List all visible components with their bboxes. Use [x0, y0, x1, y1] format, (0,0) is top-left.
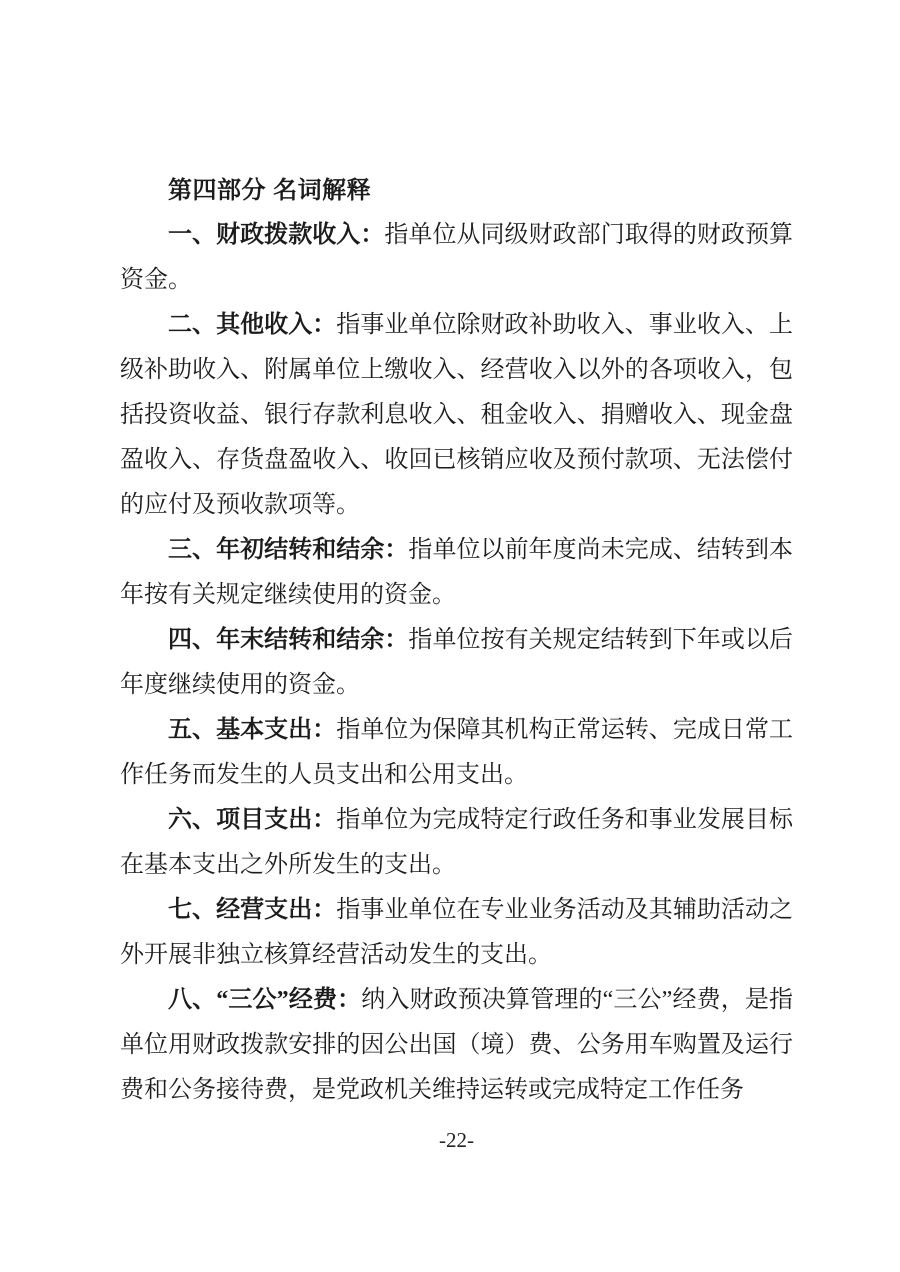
document-content — [120, 168, 793, 1153]
term-definition: 指事业单位除财政补助收入、事业收入、上级补助收入、附属单位上缴收入、经营收入以外的各项收入，包括投资收益、银行存款利息收入、租金收入、捐赠收入、现金盘盈收入、存货盘盈收入、收回已核销应收及预付款项、无法偿付的应付及预收款项等。 — [120, 312, 793, 518]
glossary-paragraph — [120, 978, 793, 1113]
term-definition: 指单位从同级财政部门取得的财政预算资金。 — [120, 222, 793, 293]
glossary-paragraph — [120, 798, 793, 888]
term-definition: 指单位为保障其机构正常运转、完成日常工作任务而发生的人员支出和公用支出。 — [120, 717, 793, 788]
term-label: 六、项目支出： — [168, 807, 337, 833]
term-definition: 指单位按有关规定结转到下年或以后年度继续使用的资金。 — [120, 627, 794, 698]
term-label: 五、基本支出： — [168, 717, 337, 743]
term-label: 一、财政拨款收入： — [168, 222, 385, 248]
page-number: -22- — [439, 1128, 474, 1152]
term-label: 二、其他收入： — [168, 312, 337, 338]
glossary-paragraph — [120, 618, 793, 708]
glossary-paragraph — [120, 888, 793, 978]
term-definition: 指单位以前年度尚未完成、结转到本年按有关规定继续使用的资金。 — [120, 537, 794, 608]
term-label: 四、年末结转和结余： — [168, 627, 409, 653]
term-definition: 纳入财政预决算管理的“三公”经费，是指单位用财政拨款安排的因公出国（境）费、公务用车购置及运行费和公务接待费，是党政机关维持运转或完成特定工作任务 — [120, 987, 793, 1103]
term-label: 三、年初结转和结余： — [168, 537, 409, 563]
glossary-paragraph — [120, 708, 793, 798]
glossary-paragraph — [120, 528, 793, 618]
term-label: 七、经营支出： — [168, 897, 337, 923]
term-definition: 指单位为完成特定行政任务和事业发展目标在基本支出之外所发生的支出。 — [120, 807, 793, 878]
glossary-paragraph — [120, 213, 793, 303]
section-title: 第四部分 名词解释 — [168, 177, 372, 204]
term-definition: 指事业单位在专业业务活动及其辅助活动之外开展非独立核算经营活动发生的支出。 — [120, 897, 793, 968]
term-label: 八、“三公”经费： — [168, 987, 362, 1013]
glossary-paragraph — [120, 303, 793, 528]
